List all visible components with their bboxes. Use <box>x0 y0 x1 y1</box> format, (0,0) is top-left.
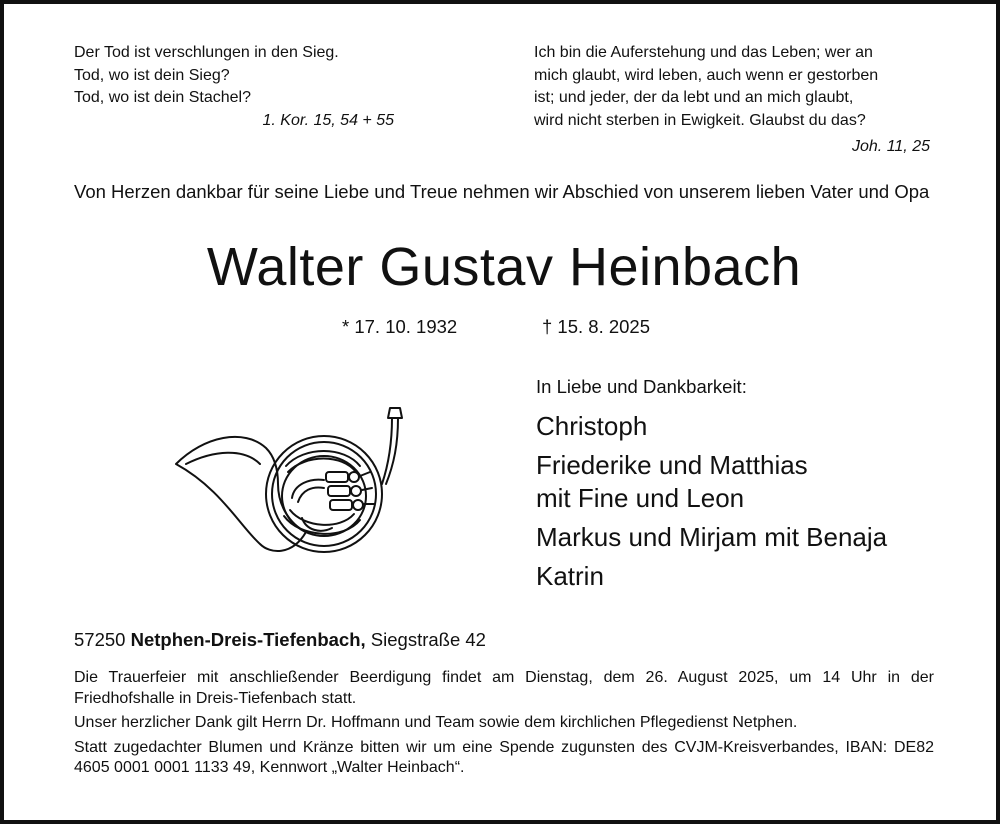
funeral-notice: Die Trauerfeier mit anschließender Beerdigung findet am Dienstag, dem 26. August 2025, um 14 Uhr in der Friedhofshalle in Dreis-Tiefenbach statt. <box>74 669 934 707</box>
bible-verse-left <box>74 42 394 132</box>
verse-line: Tod, wo ist dein Sieg? <box>74 66 230 84</box>
intro-text: Von Herzen dankbar für seine Liebe und Treue nehmen wir Abschied von unserem lieben Vater und Opa <box>74 181 930 202</box>
notices <box>74 668 934 783</box>
family-line: Katrin <box>536 561 604 591</box>
family-list <box>536 410 887 599</box>
address-postcode: 57250 <box>74 629 126 650</box>
death-date: † 15. 8. 2025 <box>542 316 651 337</box>
family-member <box>536 449 887 515</box>
french-horn-icon <box>174 406 414 566</box>
family-line: mit Fine und Leon <box>536 483 745 513</box>
verse-line: Tod, wo ist dein Stachel? <box>74 89 251 106</box>
address-street: Siegstraße 42 <box>370 629 486 650</box>
family-line: Friederike und Matthias <box>536 450 808 480</box>
address-city: Netphen-Dreis-Tiefenbach, <box>130 629 366 650</box>
verse-reference: Joh. 11, 25 <box>852 138 930 155</box>
deceased-name: Walter Gustav Heinbach <box>206 237 802 297</box>
verse-line: wird nicht sterben in Ewigkeit. Glaubst du das? <box>534 111 866 129</box>
verse-line: Ich bin die Auferstehung und das Leben; wer an <box>534 44 873 61</box>
family-member <box>536 521 887 554</box>
verse-line: mich glaubt, wird leben, auch wenn er gestorben <box>534 66 879 84</box>
donation-notice: Statt zugedachter Blumen und Kränze bitten wir um eine Spende zugunsten des CVJM-Kreisverbandes, IBAN: DE82 4605 0001 0001 1133 49, Kennwort „Walter Heinbach“. <box>74 738 934 776</box>
bible-verse-right <box>534 42 930 155</box>
family-line: Markus und Mirjam mit Benaja <box>536 522 888 552</box>
birth-date: * 17. 10. 1932 <box>342 316 458 337</box>
family-line: Christoph <box>536 411 648 441</box>
verse-reference: 1. Kor. 15, 54 + 55 <box>262 111 394 129</box>
family-member <box>536 410 887 443</box>
verse-line: Der Tod ist verschlungen in den Sieg. <box>74 44 339 61</box>
mourning-label: In Liebe und Dankbarkeit: <box>536 376 747 397</box>
thanks-notice: Unser herzlicher Dank gilt Herrn Dr. Hoffmann und Team sowie dem kirchlichen Pflegedienst Netphen. <box>74 714 798 731</box>
family-address <box>74 629 486 651</box>
family-member <box>536 560 887 593</box>
verse-line: ist; und jeder, der da lebt und an mich glaubt, <box>534 89 854 106</box>
